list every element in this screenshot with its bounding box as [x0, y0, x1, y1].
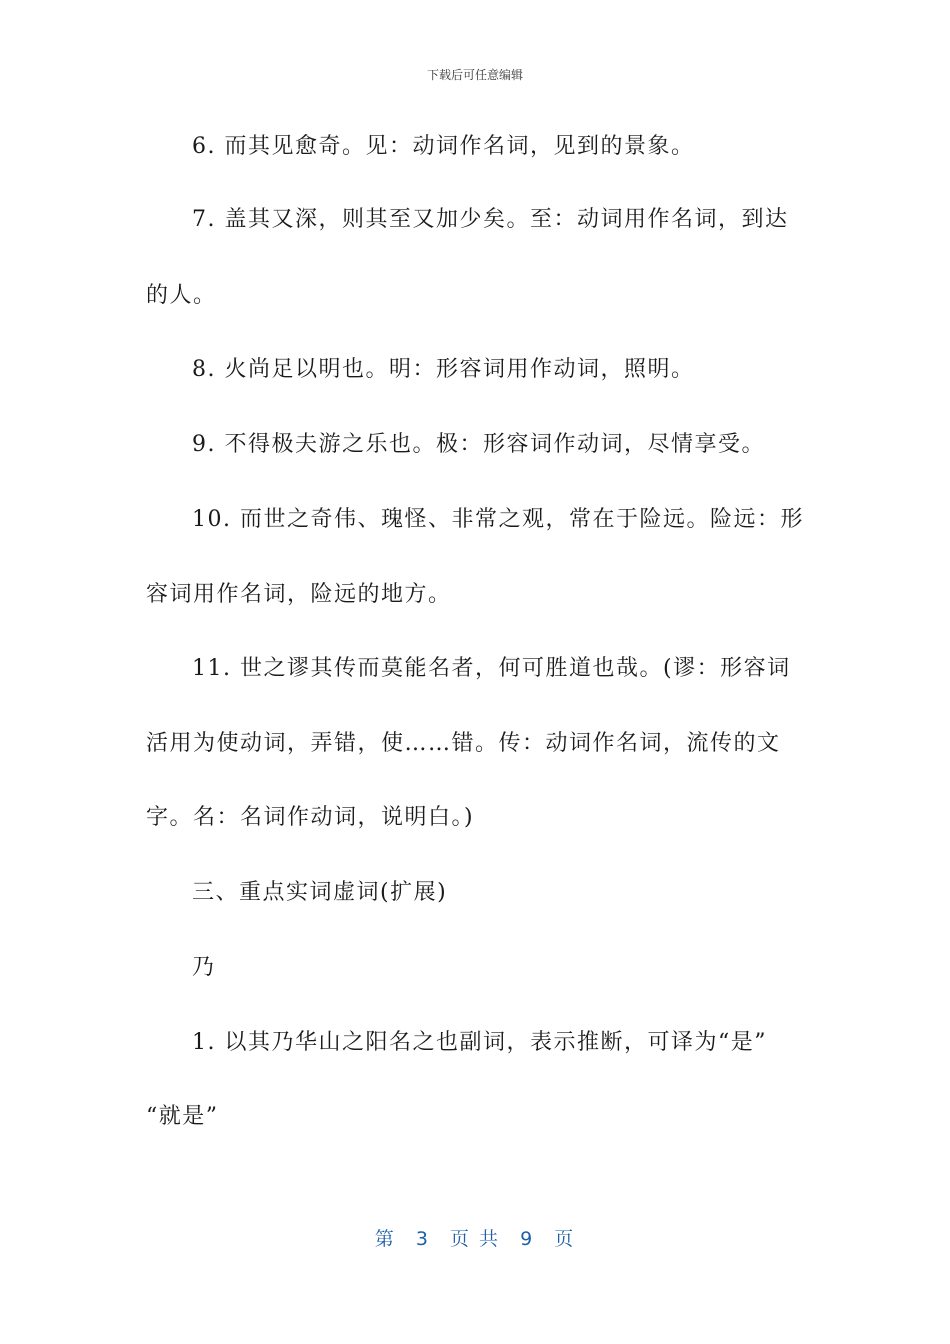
- section-heading: 三、重点实词虚词(扩展): [192, 880, 448, 905]
- text-line: “就是”: [146, 1104, 219, 1129]
- footer-suffix: 页: [554, 1228, 576, 1250]
- current-page-number: 3: [415, 1228, 430, 1250]
- text-line: 活用为使动词，弄错，使……错。传：动词作名词，流传的文: [146, 731, 781, 756]
- text-line: 10. 而世之奇伟、瑰怪、非常之观，常在于险远。险远：形: [192, 507, 804, 532]
- total-page-number: 9: [520, 1228, 535, 1250]
- text-line: 1. 以其乃华山之阳名之也副词，表示推断，可译为“是”: [192, 1030, 767, 1055]
- page-header: 下载后可任意编辑: [426, 68, 523, 82]
- page-footer: [0, 1224, 950, 1251]
- text-line: 11. 世之谬其传而莫能名者，何可胜道也哉。(谬：形容词: [192, 656, 791, 681]
- footer-middle: 页 共: [449, 1228, 501, 1250]
- text-line: 容词用作名词，险远的地方。: [146, 582, 452, 607]
- text-line: 6. 而其见愈奇。见：动词作名词，见到的景象。: [192, 134, 695, 159]
- text-line: 乃: [192, 955, 216, 980]
- text-line: 9. 不得极夫游之乐也。极：形容词作动词，尽情享受。: [192, 432, 765, 457]
- footer-prefix: 第: [374, 1228, 396, 1250]
- text-line: 7. 盖其又深，则其至又加少矣。至：动词用作名词，到达: [192, 207, 789, 232]
- text-line: 的人。: [146, 283, 217, 308]
- text-line: 8. 火尚足以明也。明：形容词用作动词，照明。: [192, 357, 695, 382]
- text-line: 字。名：名词作动词，说明白。): [146, 805, 475, 830]
